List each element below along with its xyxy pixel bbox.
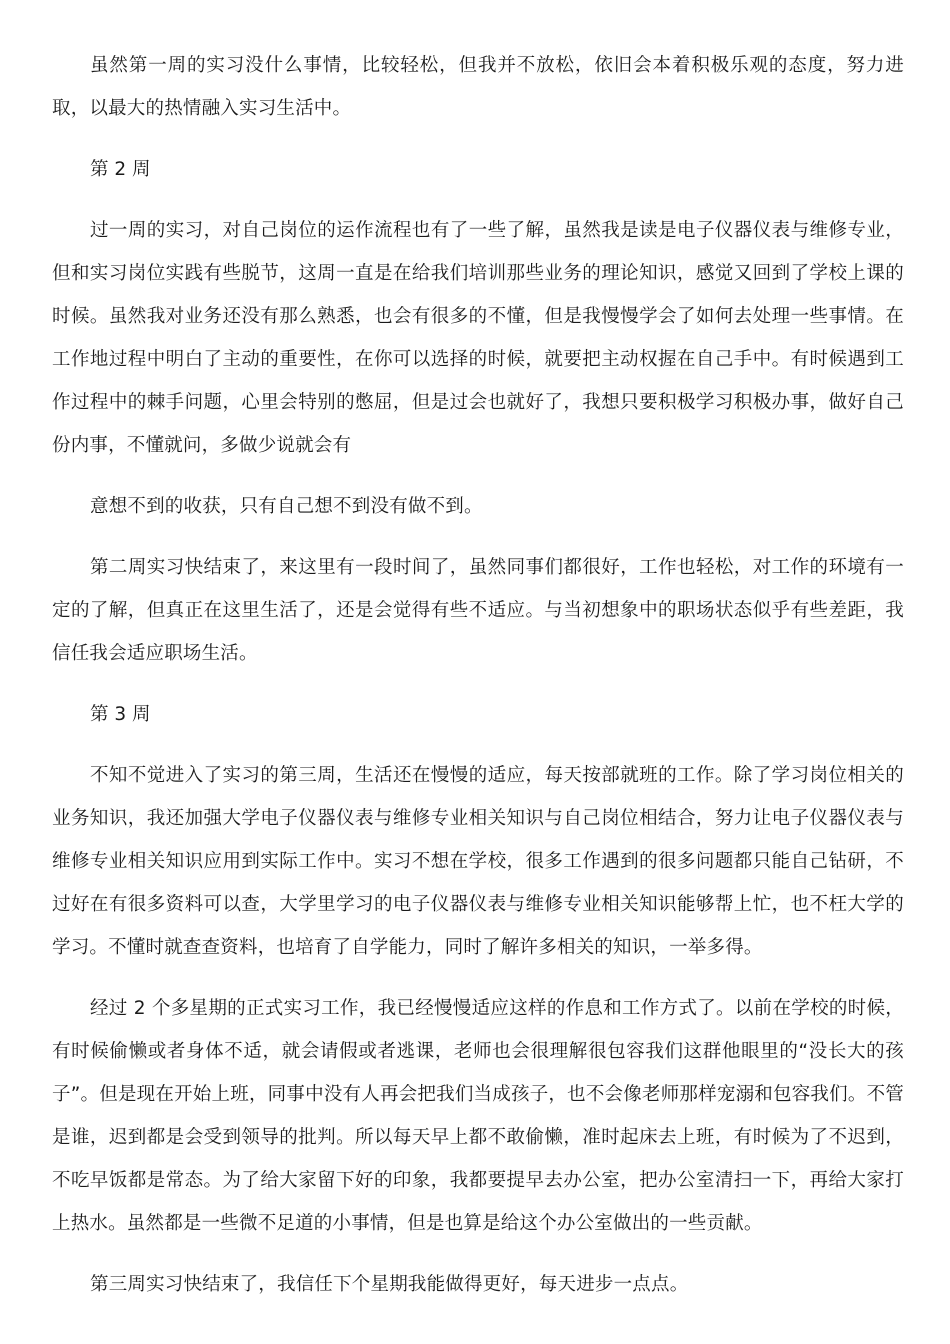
- paragraph-week3-ending: 第三周实习快结束了，我信任下个星期我能做得更好，每天进步一点点。: [90, 1274, 689, 1295]
- paragraph-week1-summary: 虽然第一周的实习没什么事情，比较轻松，但我并不放松，依旧会本着积极乐观的态度，努力进取，以最大的热情融入实习生活中。: [52, 55, 904, 119]
- document-page: [52, 44, 904, 1324]
- paragraph-week3-study: 不知不觉进入了实习的第三周，生活还在慢慢的适应，每天按部就班的工作。除了学习岗位相关的业务知识，我还加强大学电子仪器仪表与维修专业相关知识与自己岗位相结合，努力让电子仪器仪表与维修专业相关知识应用到实际工作中。实习不想在学校，很多工作遇到的很多问题都只能自己钻研，不过好在有很多资料可以查，大学里学习的电子仪器仪表与维修专业相关知识能够帮上忙，也不枉大学的学习。不懂时就查查资料，也培育了自学能力，同时了解许多相关的知识，一举多得。: [52, 765, 904, 958]
- paragraph-week2-ending: 第二周实习快结束了，来这里有一段时间了，虽然同事们都很好，工作也轻松，对工作的环境有一定的了解，但真正在这里生活了，还是会觉得有些不适应。与当初想象中的职场状态似乎有些差距，我信任我会适应职场生活。: [52, 557, 904, 664]
- paragraph-week2-training: 过一周的实习，对自己岗位的运作流程也有了一些了解，虽然我是读是电子仪器仪表与维修专业，但和实习岗位实践有些脱节，这周一直是在给我们培训那些业务的理论知识，感觉又回到了学校上课的时候。虽然我对业务还没有那么熟悉，也会有很多的不懂，但是我慢慢学会了如何去处理一些事情。在工作地过程中明白了主动的重要性，在你可以选择的时候，就要把主动权握在自己手中。有时候遇到工作过程中的棘手问题，心里会特别的憋屈，但是过会也就好了，我想只要积极学习积极办事，做好自己份内事，不懂就问，多做少说就会有: [52, 220, 904, 456]
- paragraph-week3-routine: 经过 2 个多星期的正式实习工作，我已经慢慢适应这样的作息和工作方式了。以前在学校的时候，有时候偷懒或者身体不适，就会请假或者逃课，老师也会很理解很包容我们这群他眼里的“没长大的孩子”。但是现在开始上班，同事中没有人再会把我们当成孩子，也不会像老师那样宠溺和包容我们。不管是谁，迟到都是会受到领导的批判。所以每天早上都不敢偷懒，准时起床去上班，有时候为了不迟到，不吃早饭都是常态。为了给大家留下好的印象，我都要提早去办公室，把办公室清扫一下，再给大家打上热水。虽然都是一些微不足道的小事情，但是也算是给这个办公室做出的一些贡献。: [52, 998, 904, 1234]
- heading-week-3: 第 3 周: [90, 704, 151, 725]
- paragraph-week2-continuation: 意想不到的收获，只有自己想不到没有做不到。: [90, 496, 483, 517]
- heading-week-2: 第 2 周: [90, 159, 151, 180]
